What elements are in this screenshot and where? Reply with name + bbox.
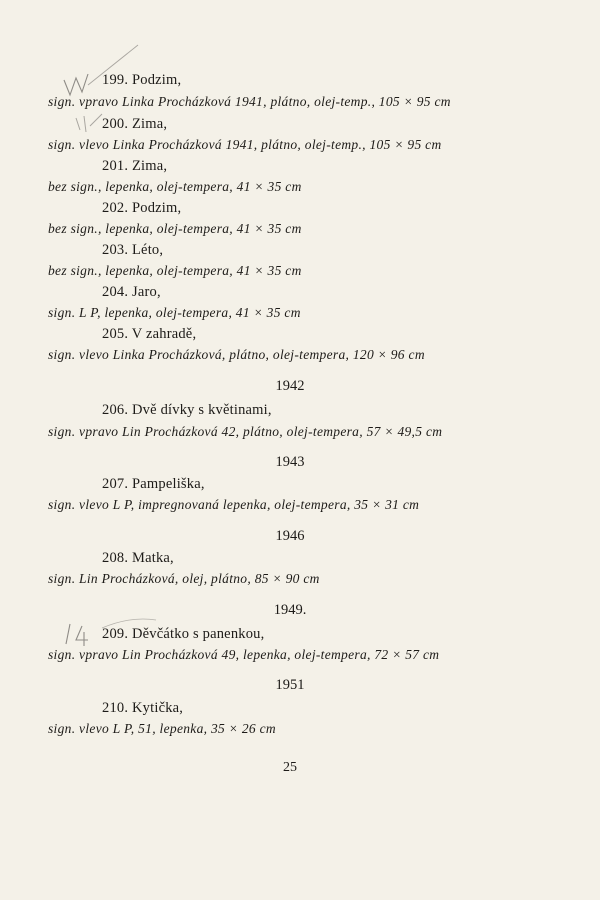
year-heading-1949: 1949. <box>273 602 307 618</box>
entry-209-title: 209. Děvčátko s panenkou, <box>102 626 265 642</box>
entry-202-title: 202. Podzim, <box>102 200 182 216</box>
entry-208-description: sign. Lin Procházková, olej, plátno, 85 × 90 cm <box>48 571 320 586</box>
entry-203-description: bez sign., lepenka, olej-tempera, 41 × 35 cm <box>48 263 302 278</box>
entry-201-description: bez sign., lepenka, olej-tempera, 41 × 35 cm <box>48 179 302 194</box>
entry-210-description: sign. vlevo L P, 51, lepenka, 35 × 26 cm <box>48 721 276 736</box>
year-heading-1951: 1951 <box>275 677 305 693</box>
year-heading-1942: 1942 <box>275 378 305 394</box>
entry-207-description: sign. vlevo L P, impregnovaná lepenka, olej-tempera, 35 × 31 cm <box>48 497 420 512</box>
entry-204-title: 204. Jaro, <box>102 284 161 300</box>
entry-209-description: sign. vpravo Lin Procházková 49, lepenka, olej-tempera, 72 × 57 cm <box>48 647 440 662</box>
page-number: 25 <box>283 760 297 775</box>
entry-206-title: 206. Dvě dívky s květinami, <box>102 402 272 418</box>
entry-203-title: 203. Léto, <box>102 242 164 258</box>
year-heading-1943: 1943 <box>275 454 305 470</box>
entry-204-description: sign. L P, lepenka, olej-tempera, 41 × 35 cm <box>48 305 301 320</box>
entry-200-description: sign. vlevo Linka Procházková 1941, plátno, olej-temp., 105 × 95 cm <box>48 137 442 152</box>
entry-208-title: 208. Matka, <box>102 550 174 566</box>
entry-210-title: 210. Kytička, <box>102 700 184 716</box>
entry-199-description: sign. vpravo Linka Procházková 1941, plátno, olej-temp., 105 × 95 cm <box>48 94 451 109</box>
year-heading-1946: 1946 <box>275 528 305 544</box>
entry-206-description: sign. vpravo Lin Procházková 42, plátno, olej-tempera, 57 × 49,5 cm <box>48 424 443 439</box>
pencil-mark-199 <box>58 40 143 100</box>
entry-202-description: bez sign., lepenka, olej-tempera, 41 × 35 cm <box>48 221 302 236</box>
entry-201-title: 201. Zima, <box>102 158 168 174</box>
entry-200-title: 200. Zima, <box>102 116 168 132</box>
entry-205-description: sign. vlevo Linka Procházková, plátno, olej-tempera, 120 × 96 cm <box>48 347 425 362</box>
entry-199-title: 199. Podzim, <box>102 72 182 88</box>
entry-205-title: 205. V zahradě, <box>102 326 197 342</box>
entry-207-title: 207. Pampeliška, <box>102 476 205 492</box>
